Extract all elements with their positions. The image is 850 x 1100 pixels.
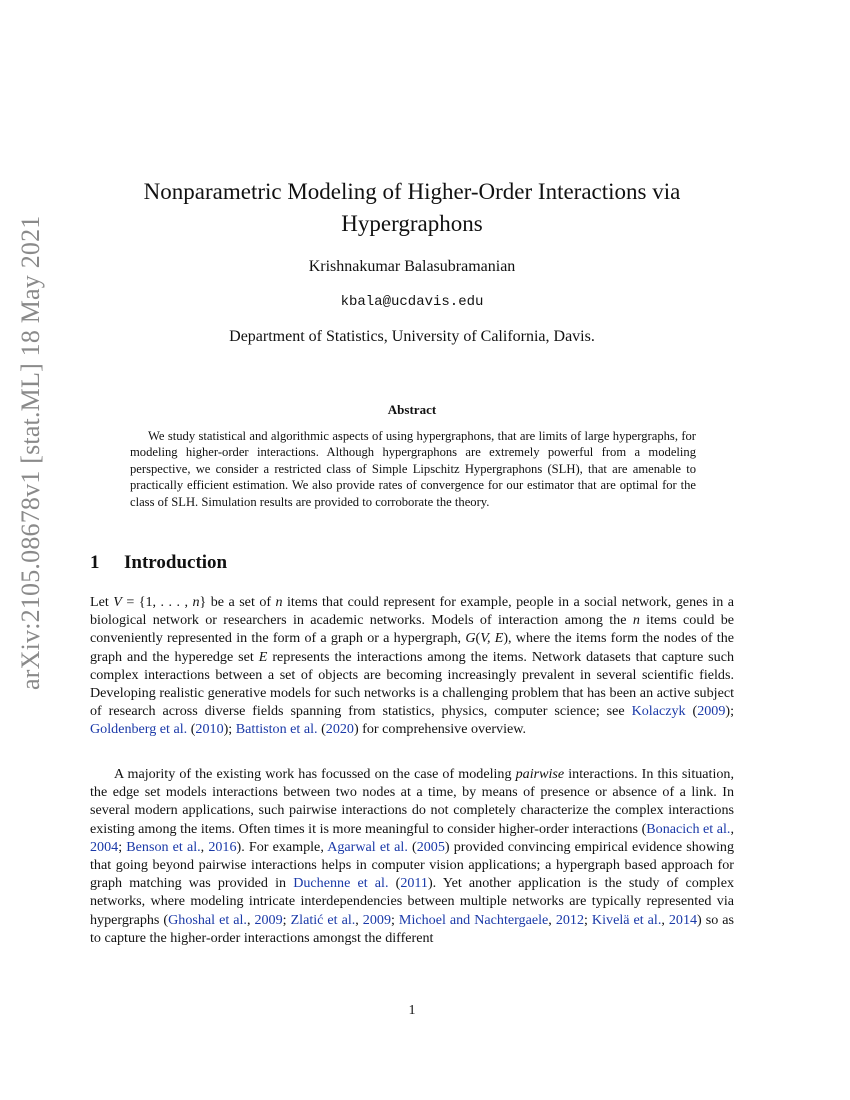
intro-paragraph-1 [90,593,734,739]
author-email[interactable]: kbala@ucdavis.edu [340,294,484,310]
citation-link[interactable]: 2011 [400,875,428,892]
citation-link[interactable]: Battiston et al. [235,721,318,738]
section-heading-introduction [90,552,227,574]
citation-link[interactable]: Duchenne et al. [293,875,389,892]
citation-link[interactable]: Benson et al. [126,838,201,855]
citation-link[interactable]: 2005 [416,838,445,855]
citation-link[interactable]: Kolaczyk [631,703,686,720]
citation-link[interactable]: 2020 [325,721,354,738]
text-run: ( [317,721,326,738]
citation-link[interactable]: 2009 [362,911,391,928]
text-run: , [730,820,734,837]
section-title: Introduction [124,552,228,573]
citation-link[interactable]: 2009 [697,703,726,720]
text-run: ) for comprehensive overview. [353,721,527,738]
text-run: A majority of the existing work has focussed on the case of modeling [114,766,516,782]
math-variable: n [192,594,200,610]
text-run: represents the interactions among the items. Network datasets that capture such complex interactions between a set of objects are becoming increasingly prevalent in several scientific fields. Developing realistic generative models for such networks is a challenging problem that has been an active subject of research across diverse fields spanning from statistics, physics, computer science; see [90,648,735,720]
math-variable: E [258,648,268,665]
citation-link[interactable]: Bonacich et al. [646,820,731,837]
text-run: ( [685,703,698,720]
text-run: ; [282,911,291,928]
page-number: 1 [408,1003,416,1018]
text-run: ; [584,911,592,928]
text-run: , [548,911,556,928]
text-run: ) so as to capture the higher-order interactions amongst the different [90,911,734,946]
math-variable: G [465,630,476,647]
citation-link[interactable]: 2009 [254,911,283,928]
text-run: ; [390,911,399,928]
text-run: items that could represent for example, people in a social network, genes in a biological network or researchers in academic networks. Models of interaction among the [90,594,734,629]
text-run: ); [725,703,734,720]
citation-link[interactable]: Agarwal et al. [327,838,408,855]
citation-link[interactable]: 2016 [208,838,237,855]
citation-link[interactable]: Michoel and Nachtergaele [398,911,549,928]
text-run: ). For example, [236,838,328,855]
intro-paragraph-2 [90,765,734,947]
text-run: = {1, . . . , [121,594,193,610]
text-run: , [355,911,363,928]
text-run: ( [187,721,196,738]
abstract-heading: Abstract [387,402,437,417]
math-variable: n [275,594,283,610]
text-run: , [661,911,669,928]
section-number: 1 [90,552,100,573]
text-run: ( [475,630,481,647]
arxiv-identifier-stamp: arXiv:2105.08678v1 [stat.ML] 18 May 2021 [16,215,45,690]
citation-link[interactable]: 2010 [195,721,224,738]
text-run: Let [90,594,114,610]
text-run: ( [388,875,401,892]
citation-link[interactable]: 2012 [555,911,584,928]
text-run: interactions. In this situation, the edge set models interactions between two nodes at a time, by means of presence or absence of a link. In several modern applications, such pairwise interactions do not completely characterize the complex interactions existing among the items. Often times it is more meaningful to consider higher-order interactions ( [90,766,734,837]
math-variable: V, E [480,630,504,647]
citation-link[interactable]: Kivelä et al. [591,911,662,928]
math-variable: V [113,594,122,610]
author-name: Krishnakumar Balasubramanian [308,258,516,275]
text-run: } be a set of [199,594,276,610]
text-run: , [246,911,255,928]
citation-link[interactable]: Ghoshal et al. [168,911,247,928]
emphasis-text: pairwise [515,766,565,782]
text-run: ); [223,721,236,738]
text-run: ( [407,838,417,855]
text-run: ). Yet another application is the study of complex networks, where modeling intricate interdependencies between multiple networks are typically represented via hypergraphs ( [90,875,735,928]
abstract-text: We study statistical and algorithmic aspects of using hypergraphons, that are limits of large hypergraphs, for modeling higher-order interactions. Although hypergraphons are extremely powerful from a modeling perspective, we consider a restricted class of Simple Lipschitz Hypergraphons (SLH), that are amenable to practically efficient estimation. We also provide rates of convergence for our estimator that are optimal for the class of SLH. Simulation results are provided to corroborate the theory. [130,429,696,509]
text-run: items could be conveniently represented in the form of a graph or a hypergraph, [90,612,734,647]
citation-link[interactable]: Goldenberg et al. [90,721,188,738]
text-run: ), where the items form the nodes of the graph and the hyperedge set [90,630,734,665]
citation-link[interactable]: 2004 [90,838,119,855]
author-affiliation: Department of Statistics, University of California, Davis. [229,328,595,345]
text-run: ; [118,838,127,855]
citation-link[interactable]: Zlatić et al. [290,911,356,928]
paper-title: Nonparametric Modeling of Higher-Order Interactions via Hypergraphons [143,179,681,236]
citation-link[interactable]: 2014 [668,911,698,928]
math-variable: n [632,612,640,629]
text-run: , [200,838,209,855]
text-run: ) provided convincing empirical evidence showing that going beyond pairwise interactions helps in computer vision applications; a hypergraph based approach for graph matching was provided in [90,838,735,892]
